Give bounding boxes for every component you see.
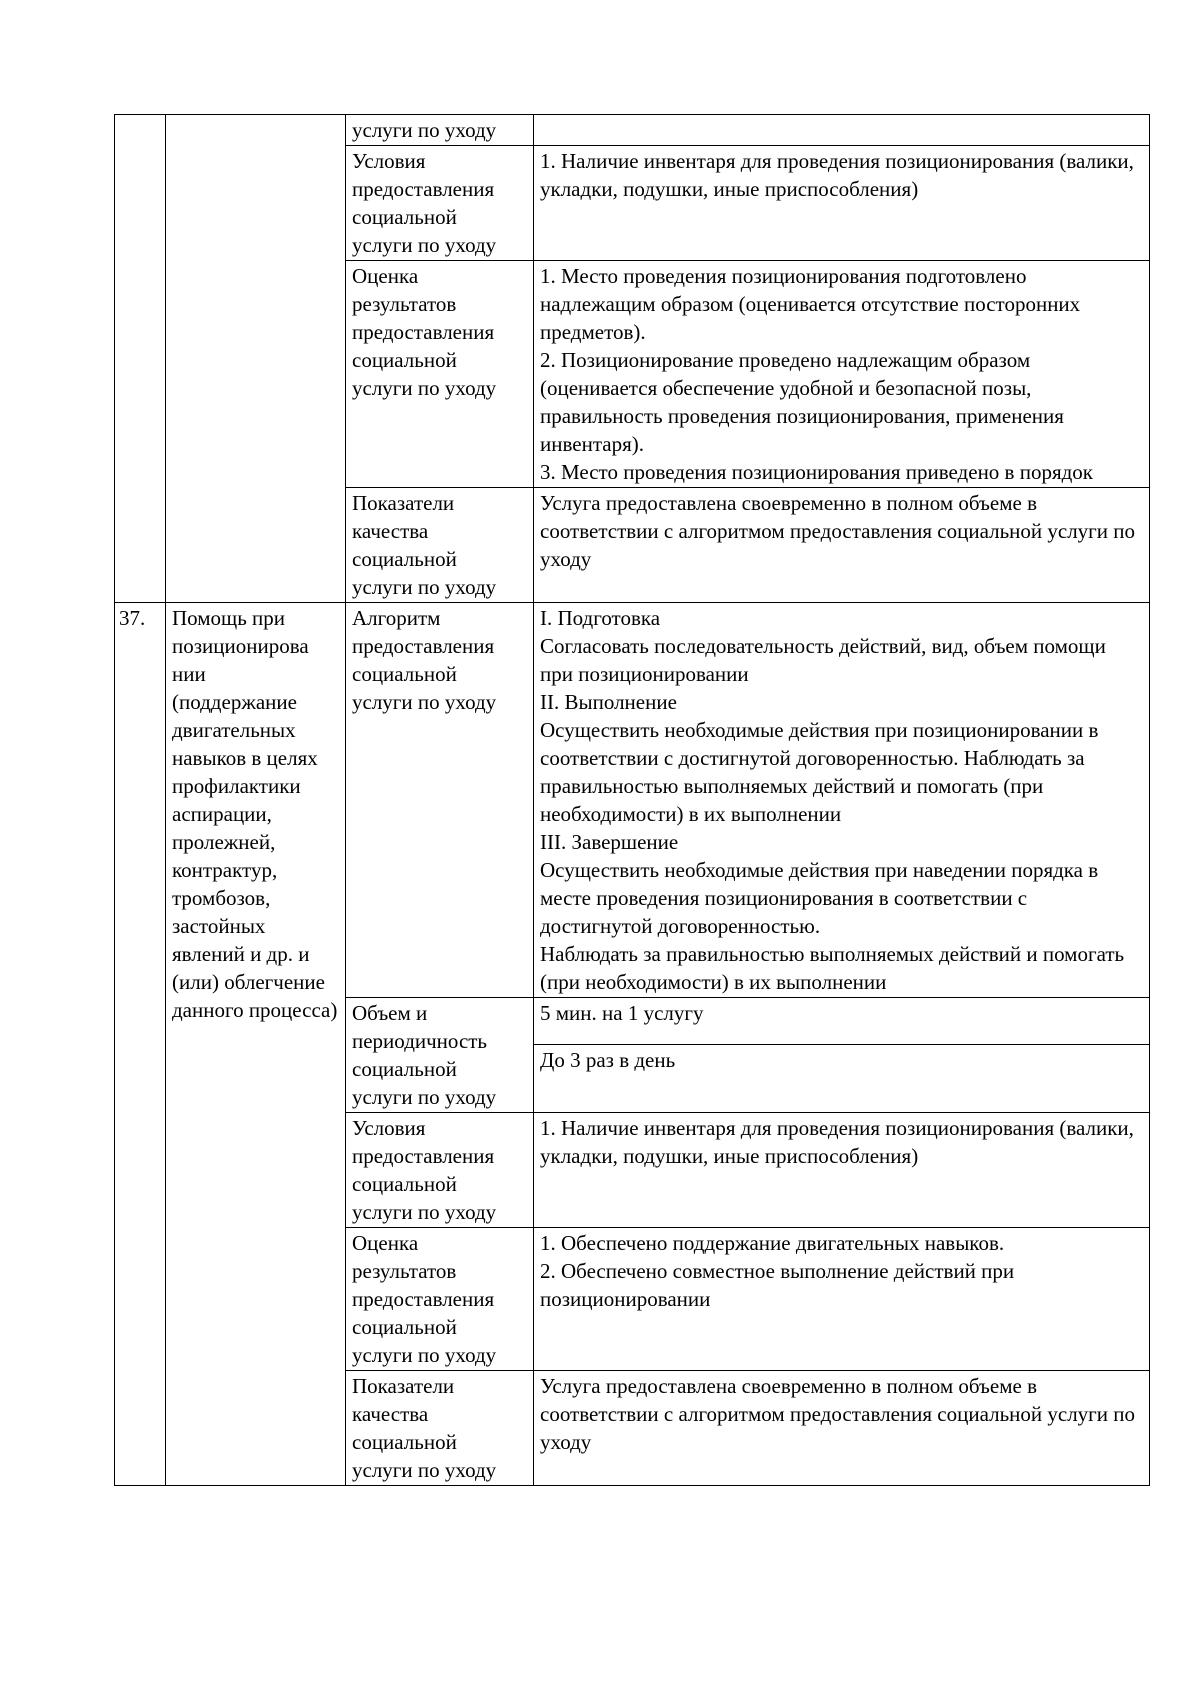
volume-cell bbox=[534, 998, 1150, 1113]
desc-cell: Услуга предоставлена своевременно в полном объеме в соответствии с алгоритмом предоставления социальной услуги по уходу bbox=[534, 488, 1150, 603]
param-cell: услуги по уходу bbox=[346, 115, 534, 146]
param-cell: Алгоритм предоставления социальной услуги по уходу bbox=[346, 603, 534, 998]
number-cell-empty bbox=[115, 115, 166, 603]
param-cell: Объем и периодичность социальной услуги по уходу bbox=[346, 998, 534, 1113]
quality-desc: Услуга предоставлена своевременно в полном объеме в соответствии с алгоритмом предоставления социальной услуги по уходу bbox=[534, 1371, 1150, 1486]
volume-subtable bbox=[534, 998, 1149, 1075]
algorithm-desc: I. Подготовка Согласовать последовательность действий, вид, объем помощи при позиционировании II. Выполнение Осуществить необходимые действия при позиционировании в соответствии с достигнутой договоренностью. Наблюдать за правильностью выполняемых действий и помогать (при необходимости) в их выполнении III. Завершение Осуществить необходимые действия при наведении порядка в месте проведения позиционирования в соответствии с достигнутой договоренностью. Наблюдать за правильностью выполняемых действий и помогать (при необходимости) в их выполнении bbox=[534, 603, 1150, 998]
table-row bbox=[115, 603, 1150, 998]
evaluation-desc: 1. Обеспечено поддержание двигательных навыков. 2. Обеспечено совместное выполнение действий при позиционировании bbox=[534, 1228, 1150, 1371]
name-cell-empty bbox=[166, 115, 346, 603]
services-table bbox=[114, 114, 1150, 1486]
volume-amount: 5 мин. на 1 услугу bbox=[534, 998, 1149, 1045]
desc-cell: 1. Наличие инвентаря для проведения позиционирования (валики, укладки, подушки, иные приспособления) bbox=[534, 146, 1150, 261]
param-cell: Оценка результатов предоставления социальной услуги по уходу bbox=[346, 261, 534, 488]
service-name: Помощь при позиционирова нии (поддержание двигательных навыков в целях профилактики аспирации, пролежней, контрактур, тромбозов, застойных явлений и др. и (или) облегчение данного процесса) bbox=[166, 603, 346, 1486]
param-cell: Показатели качества социальной услуги по уходу bbox=[346, 488, 534, 603]
param-cell: Показатели качества социальной услуги по уходу bbox=[346, 1371, 534, 1486]
param-cell: Оценка результатов предоставления социальной услуги по уходу bbox=[346, 1228, 534, 1371]
desc-cell bbox=[534, 115, 1150, 146]
conditions-desc: 1. Наличие инвентаря для проведения позиционирования (валики, укладки, подушки, иные приспособления) bbox=[534, 1113, 1150, 1228]
table-row bbox=[115, 115, 1150, 146]
param-cell: Условия предоставления социальной услуги по уходу bbox=[346, 1113, 534, 1228]
param-cell: Условия предоставления социальной услуги по уходу bbox=[346, 146, 534, 261]
desc-cell: 1. Место проведения позиционирования подготовлено надлежащим образом (оценивается отсутствие посторонних предметов). 2. Позиционирование проведено надлежащим образом (оценивается обеспечение удобной и безопасной позы, правильность проведения позиционирования, применения инвентаря). 3. Место проведения позиционирования приведено в порядок bbox=[534, 261, 1150, 488]
service-number: 37. bbox=[115, 603, 166, 1486]
volume-frequency: До 3 раз в день bbox=[540, 1048, 676, 1072]
